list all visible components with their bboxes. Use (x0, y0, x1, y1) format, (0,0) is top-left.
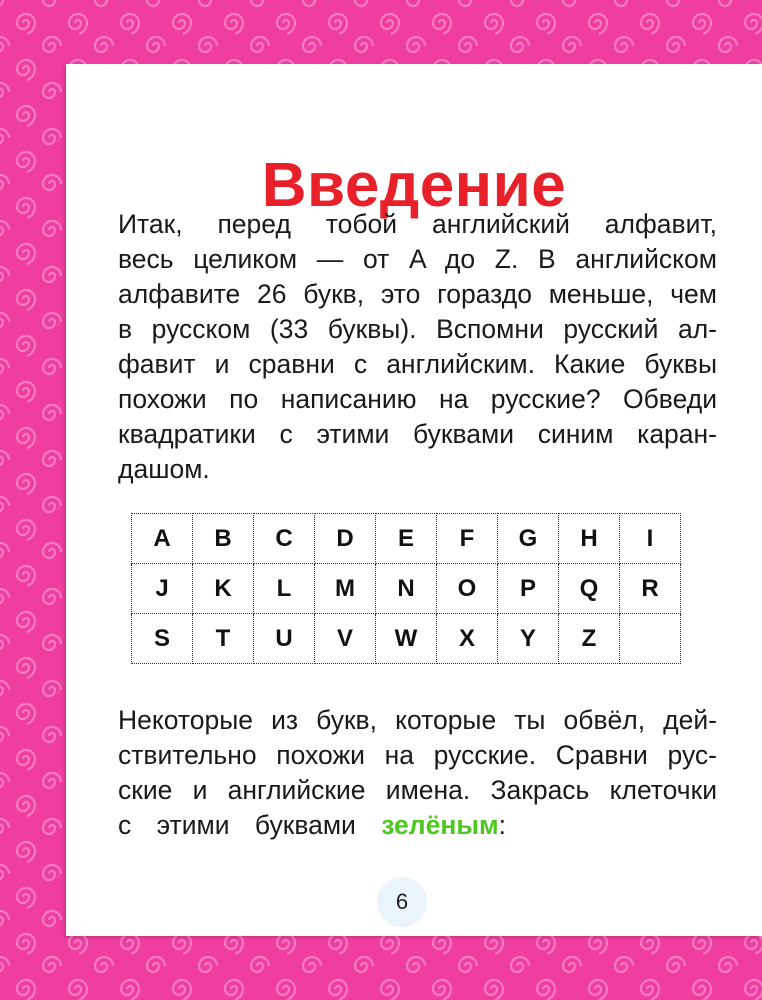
letter-cell-q[interactable]: Q (559, 564, 620, 614)
intro-line: фавит и сравни с английским. Какие буквы (118, 349, 717, 379)
alphabet-grid (131, 513, 681, 664)
second-line: ские и английские имена. Закрась клеточки (118, 775, 717, 805)
green-highlight-word: зелёным (381, 810, 499, 840)
alphabet-row (132, 614, 681, 664)
empty-cell[interactable] (620, 614, 681, 664)
intro-line: квадратики с этими буквами синим каран- (118, 419, 717, 449)
page-title: Введение (261, 151, 567, 220)
second-line-suffix: : (498, 810, 506, 840)
intro-line: в русском (33 буквы). Вспомни русский ал- (118, 314, 717, 344)
letter-cell-e[interactable]: E (376, 514, 437, 564)
letter-cell-t[interactable]: T (193, 614, 254, 664)
letter-cell-r[interactable]: R (620, 564, 681, 614)
letter-cell-p[interactable]: P (498, 564, 559, 614)
intro-line: алфавите 26 букв, это гораздо меньше, чем (118, 279, 717, 309)
second-line: ствительно похожи на русские. Сравни рус- (118, 740, 717, 770)
letter-cell-d[interactable]: D (315, 514, 376, 564)
letter-cell-u[interactable]: U (254, 614, 315, 664)
letter-cell-l[interactable]: L (254, 564, 315, 614)
second-line-prefix: с этими буквами (118, 810, 382, 840)
letter-cell-w[interactable]: W (376, 614, 437, 664)
letter-cell-i[interactable]: I (620, 514, 681, 564)
second-paragraph (118, 703, 717, 843)
second-last-line (118, 808, 717, 843)
alphabet-row (132, 564, 681, 614)
letter-cell-m[interactable]: M (315, 564, 376, 614)
letter-cell-v[interactable]: V (315, 614, 376, 664)
letter-cell-y[interactable]: Y (498, 614, 559, 664)
letter-cell-o[interactable]: O (437, 564, 498, 614)
intro-line: дашом. (118, 454, 210, 484)
intro-line: похожи по написанию на русские? Обведи (118, 384, 717, 414)
letter-cell-j[interactable]: J (132, 564, 193, 614)
intro-line: весь целиком — от A до Z. В английском (118, 244, 717, 274)
intro-paragraph (118, 207, 717, 487)
letter-cell-x[interactable]: X (437, 614, 498, 664)
second-line: Некоторые из букв, которые ты обвёл, дей- (118, 705, 717, 735)
letter-cell-k[interactable]: K (193, 564, 254, 614)
alphabet-row (132, 514, 681, 564)
page-number: 6 (377, 877, 427, 927)
letter-cell-c[interactable]: C (254, 514, 315, 564)
letter-cell-n[interactable]: N (376, 564, 437, 614)
intro-line: Итак, перед тобой английский алфавит, (118, 209, 717, 239)
letter-cell-g[interactable]: G (498, 514, 559, 564)
letter-cell-f[interactable]: F (437, 514, 498, 564)
letter-cell-a[interactable]: A (132, 514, 193, 564)
letter-cell-s[interactable]: S (132, 614, 193, 664)
letter-cell-b[interactable]: B (193, 514, 254, 564)
letter-cell-h[interactable]: H (559, 514, 620, 564)
letter-cell-z[interactable]: Z (559, 614, 620, 664)
